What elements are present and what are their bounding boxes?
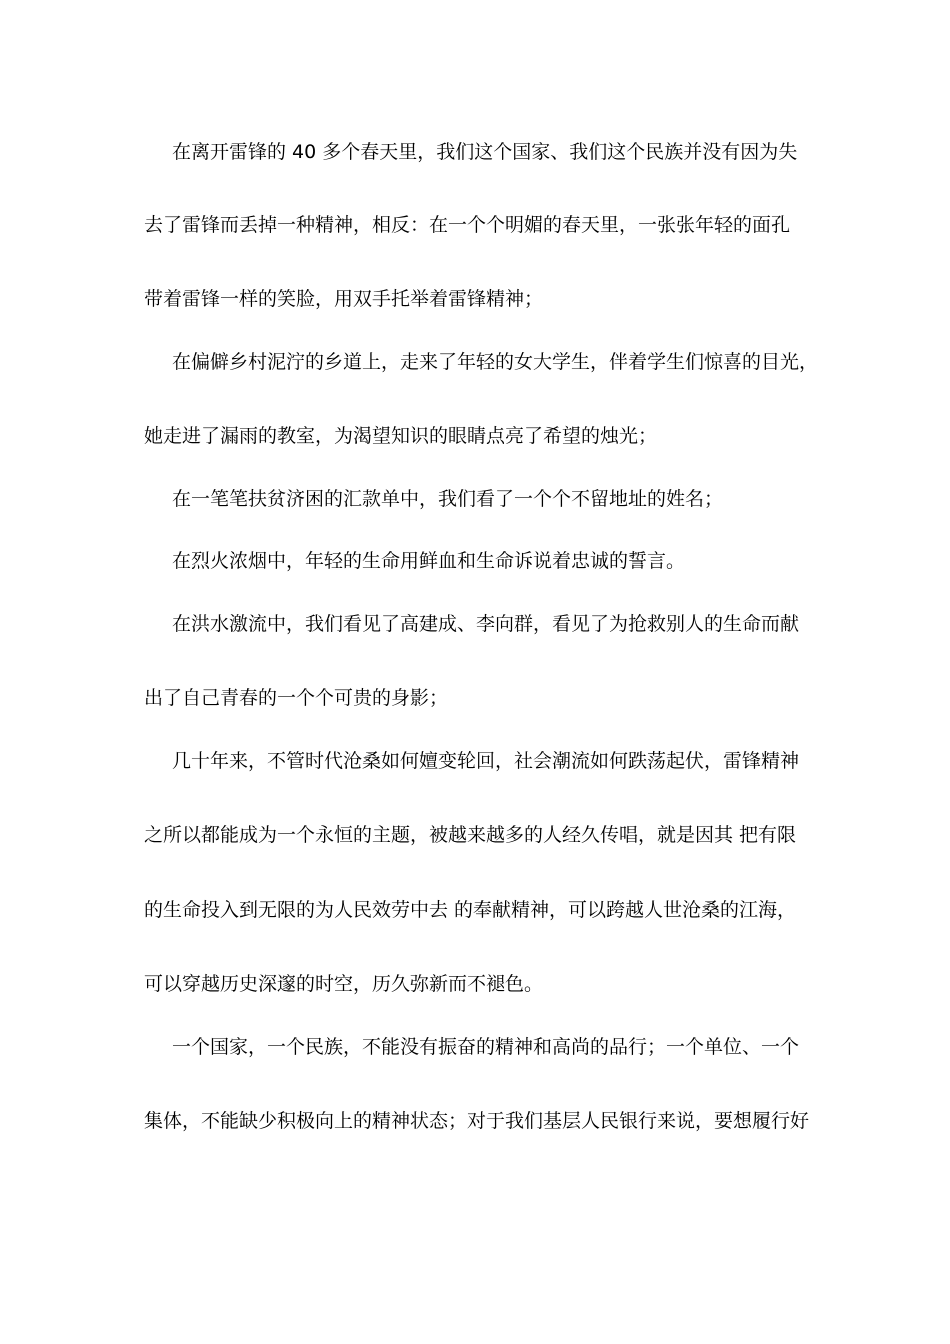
paragraph-line: 在洪水激流中，我们看见了高建成、李向群，看见了为抢救别人的生命而献 <box>172 613 800 635</box>
paragraph-line: 在一笔笔扶贫济困的汇款单中，我们看了一个个不留地址的姓名； <box>172 488 724 510</box>
paragraph-line: 在离开雷锋的 40 多个春天里，我们这个国家、我们这个民族并没有因为失 <box>172 141 798 163</box>
paragraph-line: 去了雷锋而丢掉一种精神，相反：在一个个明媚的春天里，一张张年轻的面孔 <box>144 214 791 236</box>
paragraph-line: 几十年来，不管时代沧桑如何嬗变轮回，社会潮流如何跌荡起伏，雷锋精神 <box>172 750 800 772</box>
paragraph-line: 集体，不能缺少积极向上的精神状态；对于我们基层人民银行来说，要想履行好 <box>144 1110 810 1132</box>
paragraph-line: 在偏僻乡村泥泞的乡道上，走来了年轻的女大学生，伴着学生们惊喜的目光， <box>172 351 819 373</box>
paragraph-line: 可以穿越历史深邃的时空，历久弥新而不褪色。 <box>144 973 544 995</box>
paragraph-line: 她走进了漏雨的教室，为渴望知识的眼睛点亮了希望的烛光； <box>144 425 658 447</box>
paragraph-line: 带着雷锋一样的笑脸，用双手托举着雷锋精神； <box>144 288 544 310</box>
paragraph-line: 之所以都能成为一个永恒的主题，被越来越多的人经久传唱，就是因其 把有限 <box>144 824 797 846</box>
paragraph-line: 出了自己青春的一个个可贵的身影； <box>144 687 449 709</box>
paragraph-line: 在烈火浓烟中，年轻的生命用鲜血和生命诉说着忠诚的誓言。 <box>172 550 686 572</box>
paragraph-line: 的生命投入到无限的为人民效劳中去 的奉献精神，可以跨越人世沧桑的江海， <box>144 899 797 921</box>
paragraph-line: 一个国家，一个民族，不能没有振奋的精神和高尚的品行；一个单位、一个 <box>172 1036 800 1058</box>
